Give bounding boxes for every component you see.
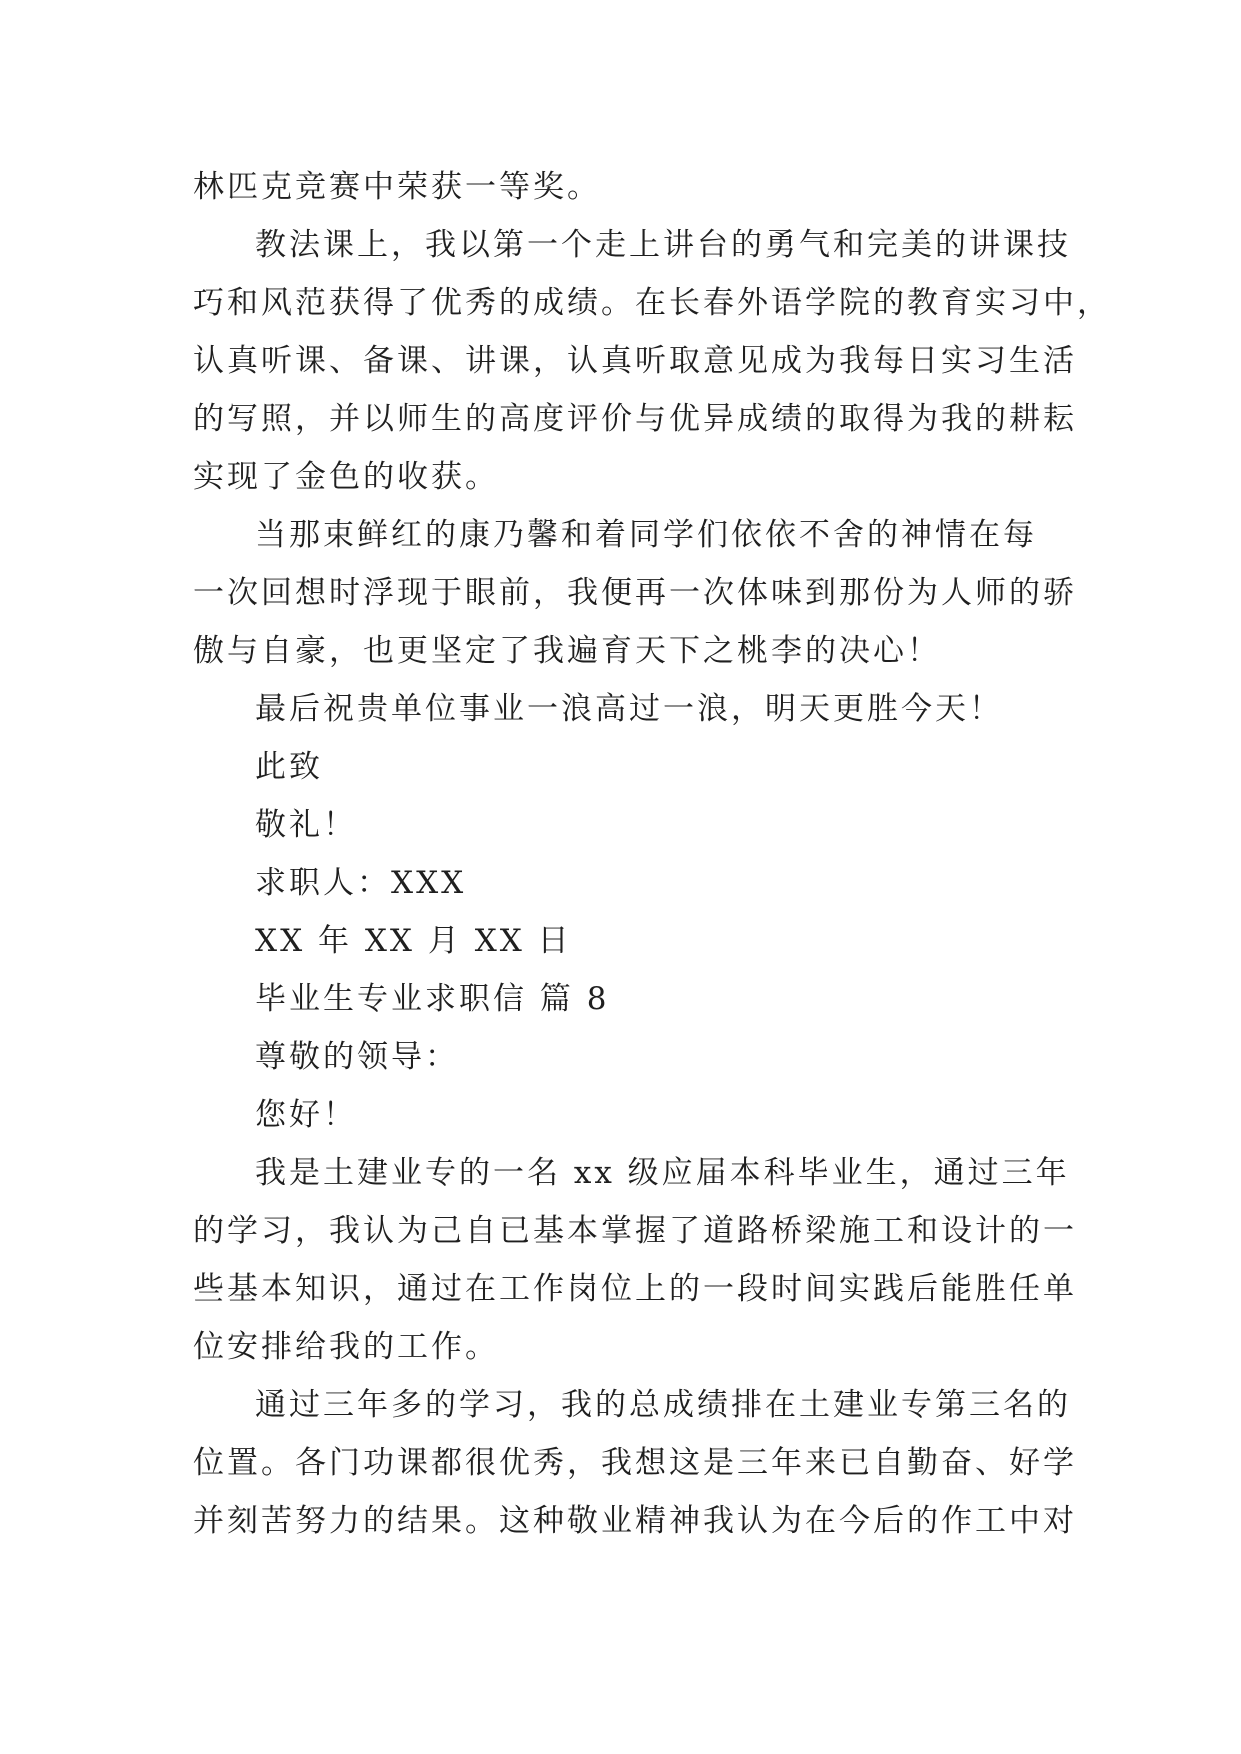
text-line: 实现了金色的收获。 [193,459,499,495]
text-line: 当那束鲜红的康乃馨和着同学们依依不舍的神情在每 [255,517,1037,553]
text-line: 位安排给我的工作。 [193,1329,499,1365]
text-line: 一次回想时浮现于眼前，我便再一次体味到那份为人师的骄 [193,575,1077,611]
text-line: 些基本知识，通过在工作岗位上的一段时间实践后能胜任单 [193,1271,1077,1307]
text-line: 认真听课、备课、讲课，认真听取意见成为我每日实习生活 [193,343,1077,379]
text-line: 教法课上，我以第一个走上讲台的勇气和完美的讲课技 [255,227,1071,263]
text-line: 巧和风范获得了优秀的成绩。在长春外语学院的教育实习中， [193,285,1111,321]
text-line: 通过三年多的学习，我的总成绩排在土建业专第三名的 [255,1387,1071,1423]
text-line: 最后祝贵单位事业一浪高过一浪，明天更胜今天！ [255,691,1003,727]
text-line: 尊敬的领导： [255,1039,459,1075]
text-line: 林匹克竞赛中荣获一等奖。 [193,169,601,205]
letter-body [193,158,1111,1550]
text-line: 的学习，我认为己自已基本掌握了道路桥梁施工和设计的一 [193,1213,1077,1249]
text-line: 敬礼！ [255,807,357,843]
text-line: 的写照，并以师生的高度评价与优异成绩的取得为我的耕耘 [193,401,1077,437]
text-line: XX 年 XX 月 XX 日 [255,923,572,959]
text-line: 此致 [255,749,323,785]
text-line: 求职人：XXX [255,865,467,901]
text-line: 傲与自豪，也更坚定了我遍育天下之桃李的决心！ [193,633,941,669]
text-line: 我是土建业专的一名 xx 级应届本科毕业生，通过三年 [255,1155,1070,1191]
text-line: 位置。各门功课都很优秀，我想这是三年来已自勤奋、好学 [193,1445,1077,1481]
text-line: 您好！ [255,1097,357,1133]
text-line: 并刻苦努力的结果。这种敬业精神我认为在今后的作工中对 [193,1503,1077,1539]
text-line: 毕业生专业求职信 篇 8 [255,981,610,1017]
